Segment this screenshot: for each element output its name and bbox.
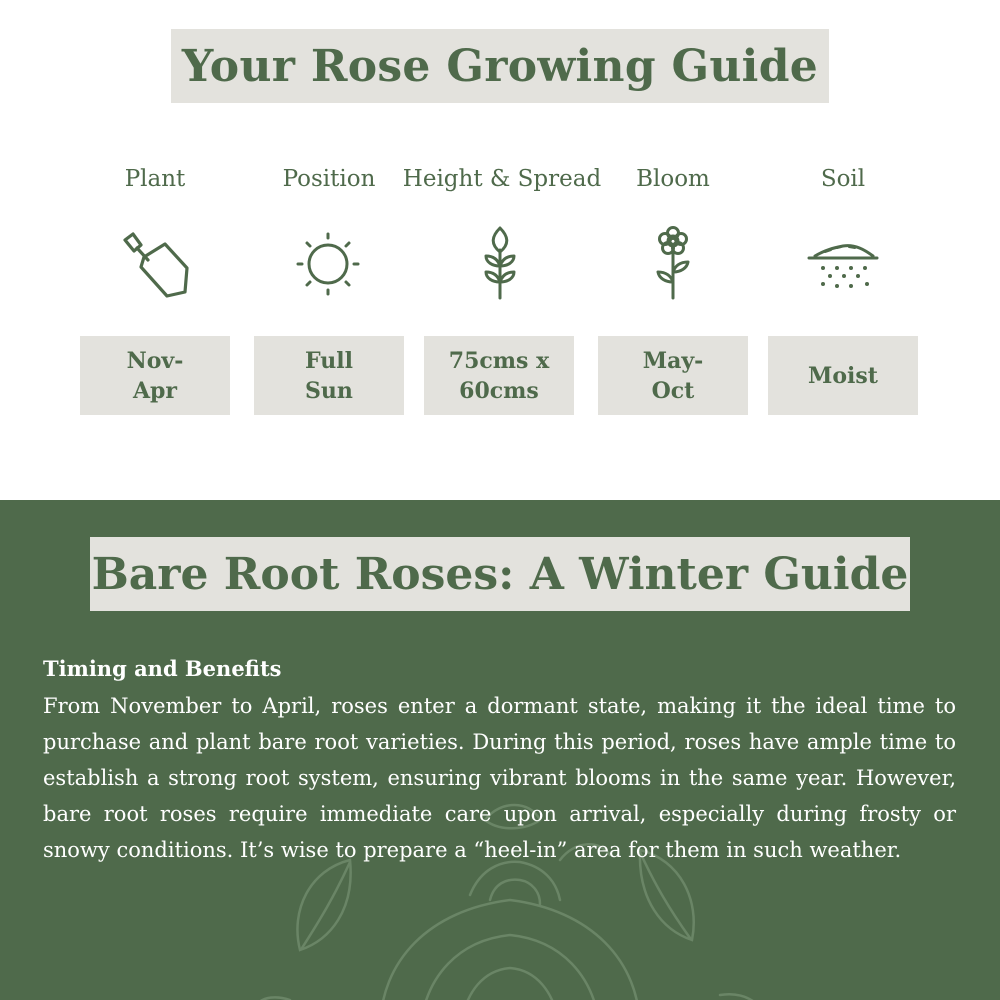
flower-icon: [633, 226, 713, 302]
guide-title-banner: [171, 29, 829, 103]
position-value: Full Sun: [305, 347, 353, 404]
plant-value-box: [80, 336, 230, 415]
winter-title: Bare Root Roses: A Winter Guide: [91, 548, 909, 600]
trowel-icon: [115, 226, 195, 302]
height-spread-label: Height & Spread: [402, 166, 602, 192]
soil-value: Moist: [808, 362, 878, 389]
soil-label: Soil: [820, 166, 866, 192]
height-spread-value-box: [424, 336, 574, 415]
position-label: Position: [282, 166, 376, 192]
height-spread-value: 75cms x 60cms: [448, 347, 550, 404]
position-value-box: [254, 336, 404, 415]
guide-title: Your Rose Growing Guide: [181, 40, 819, 92]
sun-icon: [288, 226, 368, 302]
bloom-value-box: [598, 336, 748, 415]
plant-value: Nov- Apr: [126, 347, 184, 404]
sprout-icon: [460, 226, 540, 302]
winter-guide-section: [0, 500, 1000, 1000]
bloom-label: Bloom: [636, 166, 710, 192]
winter-title-banner: [90, 537, 910, 611]
timing-benefits-heading: Timing and Benefits: [43, 656, 282, 681]
plant-label: Plant: [124, 166, 186, 192]
soil-icon: [803, 226, 883, 302]
soil-value-box: [768, 336, 918, 415]
timing-benefits-paragraph: From November to April, roses enter a dormant state, making it the ideal time to purchase and plant bare root varieties. During this period, roses have ample time to establish a strong root system, ensuring vibrant blooms in the same year. However, bare root roses require immediate care upon arrival, especially during frosty or snowy conditions. It’s wise to prepare a “heel-in” area for them in such weather.: [43, 694, 956, 862]
bloom-value: May- Oct: [642, 347, 704, 404]
